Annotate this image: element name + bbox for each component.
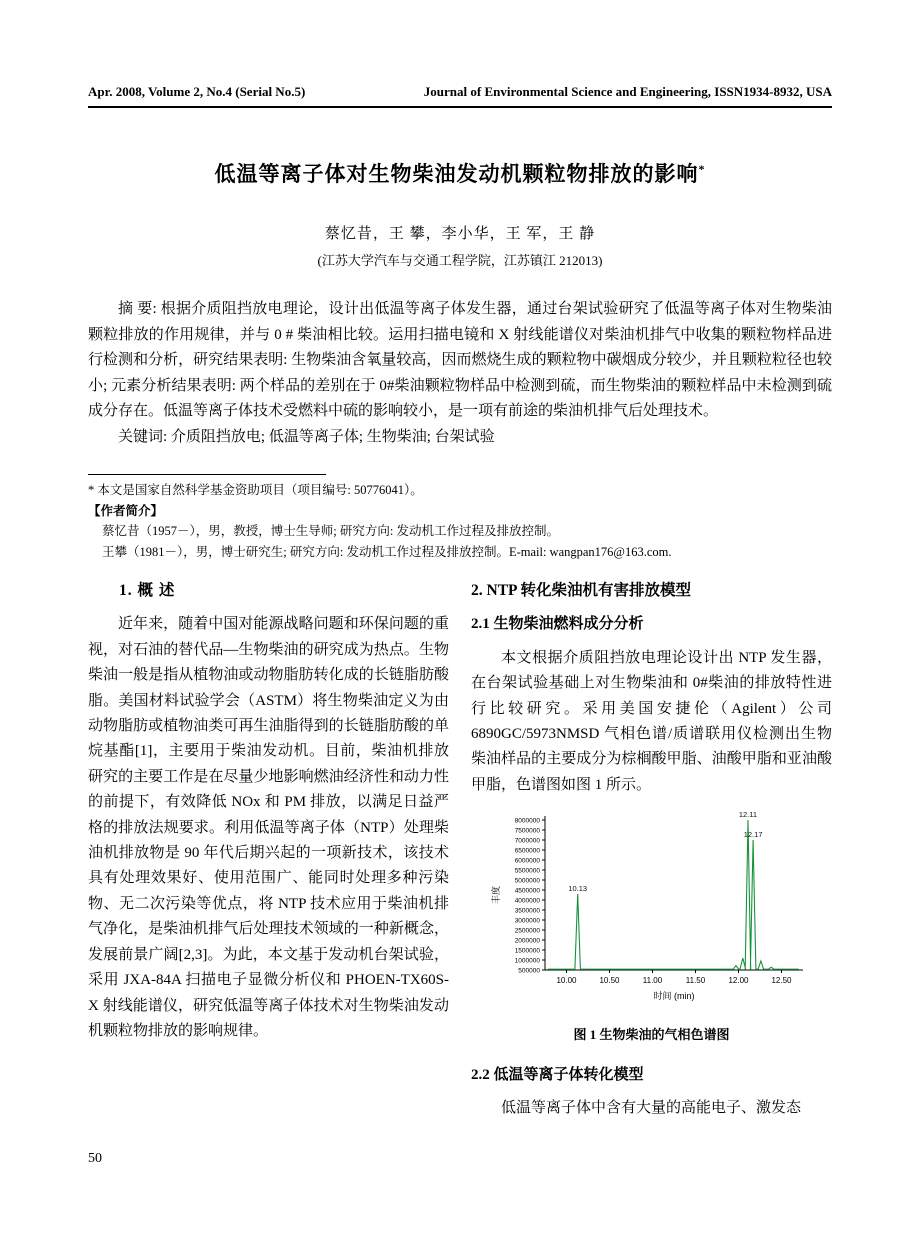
funding-note: * 本文是国家自然科学基金资助项目（项目编号: 50776041）。: [88, 483, 423, 497]
section-2-heading: 2. NTP 转化柴油机有害排放模型: [471, 582, 692, 599]
svg-text:7500000: 7500000: [514, 827, 540, 835]
svg-text:2500000: 2500000: [514, 927, 540, 935]
section-2-1-heading: 2.1 生物柴油燃料成分分析: [471, 616, 644, 633]
svg-text:5000000: 5000000: [514, 877, 540, 885]
title-footnote-mark: *: [698, 162, 706, 176]
keywords-text: 介质阻挡放电; 低温等离子体; 生物柴油; 台架试验: [170, 428, 495, 445]
svg-text:10.00: 10.00: [555, 976, 577, 986]
svg-text:4500000: 4500000: [514, 887, 540, 895]
section-2-1-body: 本文根据介质阻挡放电理论设计出 NTP 发生器，在台架试验基础上对生物柴油和 0#柴油的排放特性进行比较研究。采用美国安捷伦（Agilent）公司 6890GC/5973NMSD 气相色谱/质谱联用仪检测出生物柴油样品的主要成分为棕榈酸甲脂、油酸甲脂和亚油酸甲脂，色谱图如图 1 所示。: [471, 649, 832, 793]
figure-chart: [471, 806, 832, 1015]
abstract-label: 摘 要:: [118, 301, 161, 317]
right-column: [471, 575, 832, 1122]
affiliation-line: (江苏大学汽车与交通工程学院，江苏镇江 212013): [317, 253, 603, 268]
page-title: 低温等离子体对生物柴油发动机颗粒物排放的影响*: [214, 162, 706, 186]
keywords-line: [88, 425, 832, 451]
header-journal-name: Journal of Environmental Science and Engineering, ISSN1934-8932, USA: [423, 84, 832, 99]
svg-text:12.17: 12.17: [743, 830, 763, 840]
footnote-divider: [88, 474, 326, 475]
keywords-label: 关键词:: [118, 428, 171, 445]
svg-text:3000000: 3000000: [514, 917, 540, 925]
svg-text:10.50: 10.50: [598, 976, 620, 986]
svg-text:时间 (min): 时间 (min): [653, 991, 694, 1002]
author-bio-2: 王攀（1981－），男，博士研究生; 研究方向: 发动机工作过程及排放控制。E-mail: wangpan176@163.com.: [102, 544, 672, 559]
svg-text:3500000: 3500000: [514, 907, 540, 915]
svg-text:6000000: 6000000: [514, 857, 540, 865]
section-2-2-body: 低温等离子体中含有大量的高能电子、激发态: [501, 1100, 802, 1117]
svg-text:11.00: 11.00: [642, 976, 662, 986]
section-1-body: 近年来，随着中国对能源战略问题和环保问题的重视，对石油的替代品—生物柴油的研究成为热点。生物柴油一般是指从植物油或动物脂肪转化成的长链脂肪酸脂。美国材料试验学会（ASTM）将生物柴油定义为由动物脂肪或植物油类可再生油脂得到的长链脂肪酸的单烷基酯[1]，主要用于柴油发动机。目前，柴油机排放研究的主要工作是在尽量少地影响燃油经济性和动力性的前提下，有效降低 NOx 和 PM 排放，以满足日益严格的排放法规要求。利用低温等离子体（NTP）处理柴油机排放物是 90 年代后期兴起的一项新技术，该技术具有处理效果好、使用范围广、能同时处理多种污染物、无二次污染等优点，将 NTP 技术应用于柴油机排气净化，是柴油机排气后处理技术领域的一种新概念，发展前景广阔[2,3]。为此，本文基于发动机台架试验，采用 JXA-84A 扫描电子显微分析仪和 PHOEN-TX60S-X 射线能谱仪，研究低温等离子体技术对生物柴油发动机颗粒物排放的影响规律。: [88, 616, 449, 1039]
page-number: 50: [88, 1151, 102, 1166]
abstract-paragraph: [88, 297, 832, 425]
chromatogram-svg: [487, 806, 817, 1006]
section-1-heading: 1. 概 述: [119, 582, 176, 599]
journal-header: [88, 84, 832, 108]
footnote-block: [88, 474, 832, 562]
left-column: [88, 575, 449, 1122]
section-2-2-heading: 2.2 低温等离子体转化模型: [471, 1067, 644, 1084]
svg-text:12.50: 12.50: [770, 976, 792, 986]
svg-text:12.00: 12.00: [727, 976, 749, 986]
figure-1-caption: 图 1 生物柴油的气相色谱图: [573, 1026, 730, 1042]
svg-text:12.11: 12.11: [738, 810, 757, 820]
svg-text:7000000: 7000000: [514, 837, 540, 845]
svg-text:11.50: 11.50: [685, 976, 705, 986]
svg-text:4000000: 4000000: [514, 897, 540, 905]
svg-text:1000000: 1000000: [514, 957, 540, 965]
header-issue-info: Apr. 2008, Volume 2, No.4 (Serial No.5): [88, 84, 306, 99]
svg-text:5500000: 5500000: [514, 867, 540, 875]
svg-text:10.13: 10.13: [567, 884, 587, 894]
svg-text:1500000: 1500000: [514, 947, 540, 955]
svg-text:500000: 500000: [517, 967, 540, 975]
author-bio-label: 【作者简介】: [88, 503, 164, 518]
abstract-text: 根据介质阻挡放电理论，设计出低温等离子体发生器，通过台架试验研究了低温等离子体对生物柴油颗粒排放的作用规律，并与 0 # 柴油相比较。运用扫描电镜和 X 射线能谱仪对柴油机排气中收集的颗粒物样品进行检测和分析，研究结果表明: 生物柴油含氧量较高，因而燃烧生成的颗粒物中碳烟成分较少，并且颗粒粒径也较小; 元素分析结果表明: 两个样品的差别在于 0#柴油颗粒物样品中检测到硫，而生物柴油的颗粒样品中未检测到硫成分存在。低温等离子体技术受燃料中硫的影响较小，是一项有前途的柴油机排气后处理技术。: [88, 301, 832, 419]
authors-line: 蔡忆昔，王 攀，李小华，王 军，王 静: [324, 226, 596, 242]
two-column-body: [88, 575, 832, 1122]
svg-text:6500000: 6500000: [514, 847, 540, 855]
svg-text:8000000: 8000000: [514, 817, 540, 825]
author-bio-1: 蔡忆昔（1957－），男，教授，博士生导师; 研究方向: 发动机工作过程及排放控制。: [102, 524, 559, 538]
svg-text:2000000: 2000000: [514, 937, 540, 945]
svg-text:丰度: 丰度: [490, 886, 501, 905]
